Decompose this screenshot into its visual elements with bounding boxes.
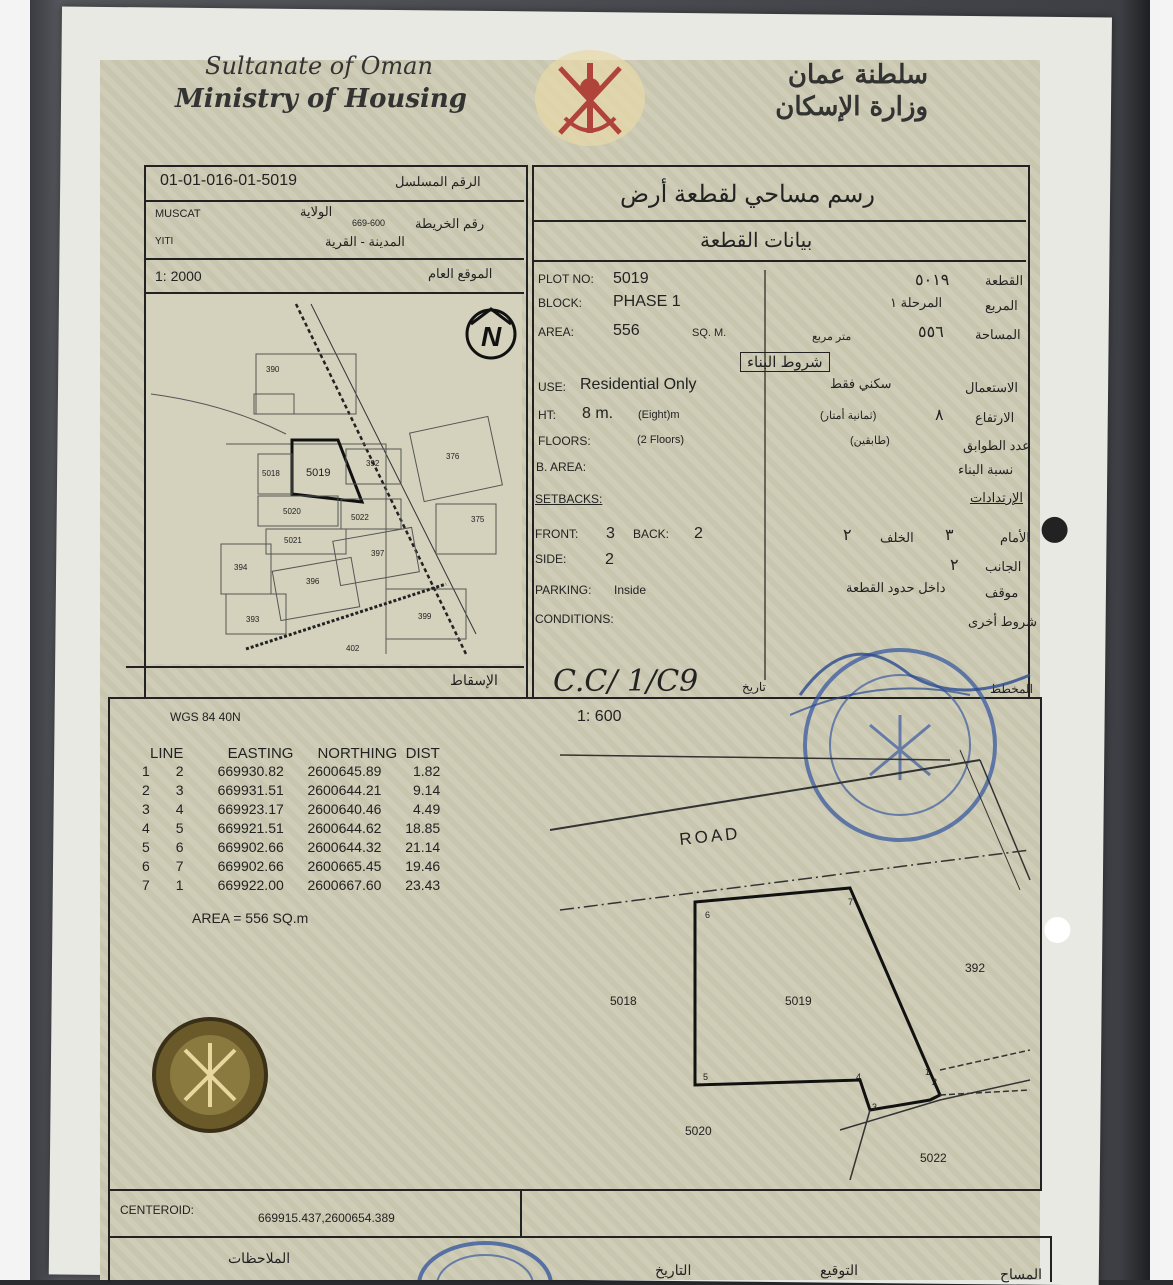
block-value: PHASE 1 xyxy=(613,293,681,310)
use-label-ar: الاستعمال xyxy=(965,380,1019,395)
surveyor-label: المساح xyxy=(1000,1266,1043,1282)
table-row xyxy=(138,838,444,857)
site-plot-label: 397 xyxy=(371,549,385,558)
table-cell: 7 xyxy=(175,858,184,874)
date-label: تاريخ xyxy=(742,680,766,694)
site-plot-label: 5021 xyxy=(284,536,302,545)
table-cell: 4 xyxy=(175,801,184,817)
table-header-row xyxy=(138,745,444,762)
site-plot-label: 5022 xyxy=(351,513,369,522)
conditions-label: CONDITIONS: xyxy=(535,612,614,626)
notes-label: الملاحظات xyxy=(228,1250,291,1266)
site-plot-label: 5019 xyxy=(306,467,331,479)
oman-emblem-icon xyxy=(530,48,650,148)
use-value: Residential Only xyxy=(580,376,697,393)
table-cell: 7 xyxy=(142,877,150,893)
city-value: YITI xyxy=(155,236,174,247)
table-cell: 3 xyxy=(142,801,150,817)
map-number-label: رقم الخريطة xyxy=(415,216,485,231)
table-cell: 669931.51 xyxy=(217,782,284,798)
road-label: ROAD xyxy=(678,823,742,849)
building-area-label: B. AREA: xyxy=(536,460,587,474)
plot-no-label: PLOT NO: xyxy=(538,272,594,286)
front-ar: ٣ xyxy=(945,527,954,544)
plan-plot-label: 5022 xyxy=(920,1151,947,1165)
building-conditions-heading: شروط البناء xyxy=(740,352,830,372)
country-name-ar: سلطنة عمان xyxy=(787,60,928,90)
table-cell: 669923.17 xyxy=(217,801,284,817)
plot-no-label-ar: القطعة xyxy=(985,273,1024,288)
footer-stamp-icon xyxy=(415,1240,555,1280)
ministry-name-ar: وزارة الإسكان xyxy=(775,92,928,122)
site-plot-label: 394 xyxy=(234,563,248,572)
table-cell: 5 xyxy=(175,820,184,836)
front-value: 3 xyxy=(606,525,615,542)
table-cell: 19.46 xyxy=(405,858,441,874)
header-english xyxy=(175,52,467,114)
table-cell: 18.85 xyxy=(405,820,441,836)
table-row xyxy=(138,781,444,800)
projection-value: WGS 84 40N xyxy=(170,710,241,724)
table-cell: 669922.00 xyxy=(217,877,284,893)
coordinates-table xyxy=(138,745,444,895)
site-plot-label: 393 xyxy=(246,615,260,624)
column-header: EASTING xyxy=(227,745,294,762)
area-unit: SQ. M. xyxy=(692,327,727,339)
site-plot-label: 390 xyxy=(266,365,280,374)
form-title: رسم مساحي لقطعة أرض xyxy=(620,181,875,208)
ministry-name: Ministry of Housing xyxy=(175,84,467,114)
table-cell: 6 xyxy=(142,858,150,874)
table-cell: 2 xyxy=(142,782,150,798)
serial-number: 01-01-016-01-5019 xyxy=(160,172,297,189)
plot-plan-drawing xyxy=(520,740,1035,1185)
punch-hole xyxy=(1044,917,1070,943)
header-arabic xyxy=(775,60,928,122)
area-unit-ar: متر مربع xyxy=(812,331,852,343)
plan-plot-label: 5019 xyxy=(785,994,812,1008)
centroid-value: 669915.437,2600654.389 xyxy=(258,1211,395,1225)
height-label: HT: xyxy=(538,408,556,422)
table-row xyxy=(138,762,444,781)
wilayat-value: MUSCAT xyxy=(155,208,201,220)
city-label: المدينة - القرية xyxy=(325,234,405,249)
vertex-label: 6 xyxy=(705,910,711,920)
site-plot-label: 392 xyxy=(366,459,380,468)
floors-ar: (طابقين) xyxy=(850,435,890,447)
svg-text:N: N xyxy=(481,321,502,352)
table-cell: 2600640.46 xyxy=(307,801,382,817)
country-name: Sultanate of Oman xyxy=(205,52,433,80)
total-area: AREA = 556 SQ.m xyxy=(192,910,309,926)
table-cell: 4 xyxy=(142,820,150,836)
height-ar: ٨ xyxy=(935,407,944,424)
back-value: 2 xyxy=(694,525,703,542)
plan-scale: 1: 600 xyxy=(577,708,622,725)
table-cell: 669921.51 xyxy=(217,820,284,836)
table-cell: 21.14 xyxy=(405,839,441,855)
site-plot-label: 5020 xyxy=(283,507,301,516)
height-words: (Eight)m xyxy=(638,409,680,421)
area-ar: ٥٥٦ xyxy=(918,324,944,341)
vertex-label: 2 xyxy=(932,1077,938,1087)
parking-value: Inside xyxy=(614,583,647,597)
side-ar: ٢ xyxy=(950,557,959,574)
table-row xyxy=(138,876,444,895)
table-cell: 1 xyxy=(175,877,184,893)
setbacks-label: SETBACKS: xyxy=(535,492,603,506)
side-label-ar: الجانب xyxy=(985,559,1022,574)
plan-plot-label: 392 xyxy=(965,961,986,975)
table-cell: 669930.82 xyxy=(217,763,284,779)
height-words-ar: (ثمانية أمتار) xyxy=(820,410,877,422)
table-cell: 2600644.62 xyxy=(307,820,382,836)
front-label-ar: الأمام xyxy=(1000,530,1030,545)
signature-label: التوقيع xyxy=(820,1262,858,1278)
building-area-label-ar: نسبة البناء xyxy=(958,462,1014,477)
table-cell: 2600644.21 xyxy=(307,782,382,798)
location-label: الموقع العام xyxy=(428,266,493,281)
plan-plot-label: 5018 xyxy=(610,994,637,1008)
table-cell: 2600667.60 xyxy=(307,877,382,893)
road-edge xyxy=(550,760,980,830)
floors-label-ar: عدد الطوابق xyxy=(963,438,1031,453)
floors-label: FLOORS: xyxy=(538,434,591,448)
floors-value: (2 Floors) xyxy=(637,434,685,446)
table-cell: 5 xyxy=(142,839,150,855)
back-ar: ٢ xyxy=(843,527,852,544)
table-cell: 669902.66 xyxy=(217,858,284,874)
table-row xyxy=(138,857,444,876)
block-ar: المرحلة ١ xyxy=(890,295,943,310)
column-header: LINE xyxy=(150,745,184,762)
area-label-ar: المساحة xyxy=(975,327,1021,342)
table-cell: 1 xyxy=(142,763,150,779)
site-plot-label: 376 xyxy=(446,452,460,461)
side-label: SIDE: xyxy=(535,552,567,566)
site-plot-label: 396 xyxy=(306,577,320,586)
site-location-map xyxy=(146,294,522,664)
table-cell: 2600645.89 xyxy=(307,763,382,779)
block-label-ar: المربع xyxy=(985,298,1018,313)
table-cell: 23.43 xyxy=(405,877,441,893)
table-cell: 6 xyxy=(175,839,184,855)
parking-ar: داخل حدود القطعة xyxy=(846,580,946,595)
use-value-ar: سكني فقط xyxy=(830,376,892,391)
punch-hole xyxy=(1041,517,1067,543)
front-label: FRONT: xyxy=(535,527,579,541)
centroid-label: CENTEROID: xyxy=(120,1203,195,1217)
column-header: DIST xyxy=(405,745,440,762)
table-cell: 1.82 xyxy=(412,763,441,779)
side-value: 2 xyxy=(605,551,614,568)
plan-plot-label: 5020 xyxy=(685,1124,712,1138)
planner-label: المخطط xyxy=(990,682,1033,696)
plot-no-ar: ٥٠١٩ xyxy=(915,272,950,289)
height-label-ar: الارتفاع xyxy=(975,410,1015,425)
conditions-label-ar: شروط أخرى xyxy=(968,614,1037,629)
back-label: BACK: xyxy=(633,527,670,541)
area-value: 556 xyxy=(613,322,640,339)
column-header: NORTHING xyxy=(317,745,398,762)
parking-label: PARKING: xyxy=(535,583,592,597)
plot-no-value: 5019 xyxy=(613,270,649,287)
vertex-label: 1 xyxy=(925,1067,931,1077)
handwritten-date: C.C/ 1/C9 xyxy=(553,664,699,699)
table-cell: 2 xyxy=(175,763,184,779)
table-cell: 4.49 xyxy=(412,801,441,817)
vertex-label: 4 xyxy=(856,1072,862,1082)
height-value: 8 m. xyxy=(582,405,614,422)
form-subtitle: بيانات القطعة xyxy=(700,230,813,252)
table-cell: 9.14 xyxy=(412,782,441,798)
table-cell: 3 xyxy=(175,782,184,798)
location-scale: 1: 2000 xyxy=(155,268,202,284)
setbacks-label-ar: الإرتدادات xyxy=(970,490,1023,505)
table-cell: 2600644.32 xyxy=(307,839,382,855)
site-plot-label: 375 xyxy=(471,515,485,524)
wilayat-label: الولاية xyxy=(300,204,333,219)
site-plot-label: 5018 xyxy=(262,469,280,478)
block-label: BLOCK: xyxy=(538,296,583,310)
table-row xyxy=(138,800,444,819)
table-row xyxy=(138,819,444,838)
vertex-label: 7 xyxy=(848,897,854,907)
plot-5019-boundary xyxy=(695,888,940,1110)
table-cell: 2600665.45 xyxy=(307,858,382,874)
vertex-label: 3 xyxy=(872,1102,878,1112)
ministry-seal-icon xyxy=(150,1015,270,1135)
site-plot-label: 399 xyxy=(418,612,432,621)
table-cell: 669902.66 xyxy=(217,839,284,855)
serial-label: الرقم المسلسل xyxy=(395,174,481,189)
vertex-label: 5 xyxy=(703,1072,709,1082)
map-number: 669-600 xyxy=(352,218,386,228)
site-plot-label: 402 xyxy=(346,644,360,653)
parking-label-ar: موقف xyxy=(985,585,1019,600)
back-label-ar: الخلف xyxy=(880,530,914,545)
area-label: AREA: xyxy=(538,325,575,339)
use-label: USE: xyxy=(538,380,567,394)
projection-label: الإسقاط xyxy=(450,672,498,688)
footer-date-label: التاريخ xyxy=(655,1262,692,1278)
